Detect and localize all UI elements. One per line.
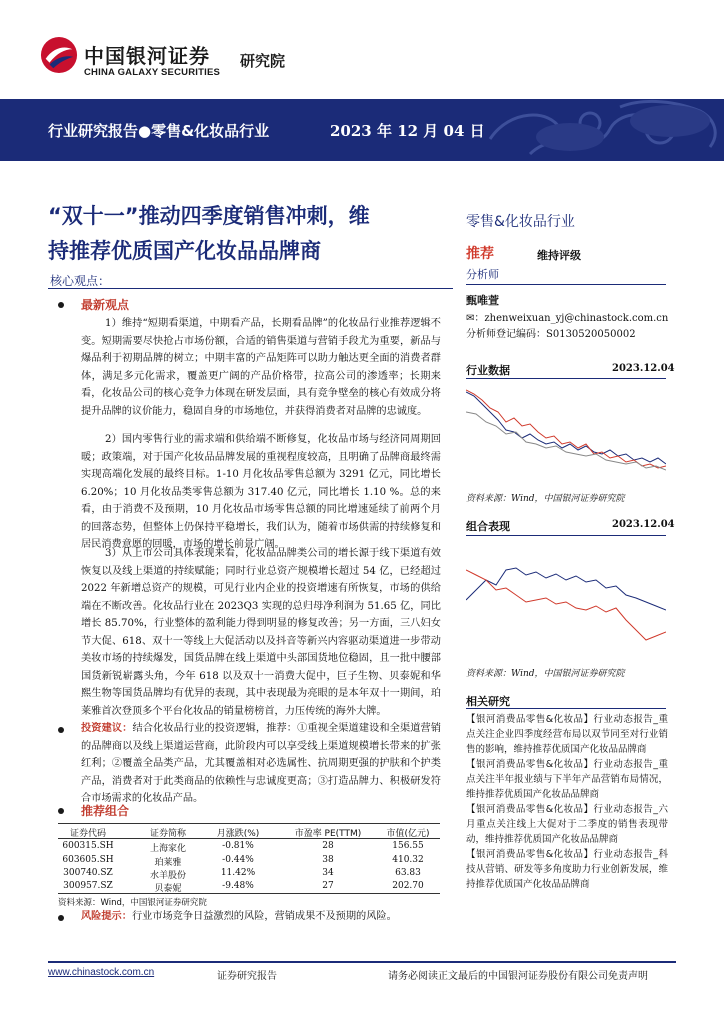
- industry-series-blue: [466, 392, 666, 464]
- title-divider: [48, 288, 453, 289]
- industry-data-divider: [466, 378, 666, 379]
- footer-divider: [48, 961, 676, 963]
- report-date: 2023 年 12 月 04 日: [330, 122, 485, 140]
- analyst-reg-no: 分析师登记编码：S0130520050002: [466, 329, 636, 340]
- related-list: [466, 712, 668, 892]
- industry-data-source: 资料来源：Wind，中国银河证券研究院: [466, 494, 625, 504]
- industry-data-chart: [466, 382, 666, 487]
- related-item[interactable]: 【银河消费品零售&化妆品】行业动态报告_六月重点关注线上大促对于二季度的销售表现带动，维持推荐优质国产化妆品品牌商: [466, 804, 668, 845]
- report-type: 行业研究报告●零售&化妆品行业: [48, 122, 270, 140]
- portfolio-table-header: [58, 823, 440, 839]
- footer-site-link[interactable]: www.chinastock.com.cn: [48, 967, 155, 978]
- title-line-1: “双十一”推动四季度销售冲刺，维: [48, 204, 370, 228]
- related-item[interactable]: 【银河消费品零售&化妆品】行业动态报告_科技从营销、研发等多角度助力行业创新发展，维持推荐优质国产化妆品品牌商: [466, 849, 668, 890]
- col-pe: 市盈率 PE(TTM): [294, 829, 362, 839]
- related-title: 相关研究: [466, 695, 510, 708]
- footer-label: 证券研究报告: [217, 971, 277, 982]
- paragraph-1: 1）维持“短期看渠道，中期看产品，长期看品牌”的化妆品行业推荐逻辑不变。短期需要尽快抢占市场份额，合适的销售渠道与营销手段尤为重要，新品与爆品利于初期品牌的树立；中期丰富的产品矩阵可以助力触达更全面的消费者群体，满足多元化需求，覆盖更广阔的产品价格带，拉高公司的渗透率；长期来看，化妆品公司的核心竞争力体现在研发层面，具有竞争壁垒的核心有效成分将提升品牌的议价能力，稳固自身的市场地位，并获得消费者对品牌的忠诚度。: [81, 318, 441, 417]
- combo-divider: [466, 535, 666, 536]
- paragraph-2: 2）国内零售行业的需求端和供给端不断修复，化妆品市场与经济同周期回暖；政策端，对于国产化妆品品牌发展的重视程度较高，且明确了品牌商最终需实现高端化发展的最终目标。1-10 月化妆品零售总额为 3291 亿元，同比增长 6.20%；10 月化妆品类零售总额为 317.40 亿元，同比增长 1.10 %。总的来看，由于消费不及预期，10 月化妆品市场零售总额的同比增速延续了前两个月的回落态势，但整体上仍保持平稳增长，我们认为，随着市场供需的持续修复和居民消费意愿的回暖，市场的增长前景广阔。: [81, 434, 441, 550]
- related-item[interactable]: 【银河消费品零售&化妆品】行业动态报告_重点关注半年报业绩与下半年产品营销布局情况，维持推荐优质国产化妆品品牌商: [466, 759, 668, 800]
- paragraph-3: 3）从上市公司具体表现来看，化妆品品牌类公司的增长源于线下渠道有效恢复以及线上渠道的持续赋能；同时行业总资产规模增长超过 54 亿，已经超过 2022 年新增总资产的规模，可见行业内企业的投资增速有所恢复，市场的供给端在不断改善。化妆品行业在 2023Q3 实现的总归母净利润为 51.65 亿，同比增长 85.70%，行业整体的盈利能力得到明显的修复改善；另一方面，三八妇女节大促、618、双十一等线上大促活动以及抖音等新兴内容驱动渠道进一步带动美妆市场的持续爆发，国货品牌在线上渠道中头部国货地位稳固，且一批中腰部国货新锐崭露头角，今年 618 以及双十一消费大促中，巨子生物、贝泰妮和华熙生物等国货品牌均有优异的表现，其中表现最为亮眼的是本年双十一期间，珀莱雅首次登顶多个平台化妆品的销量榜榜首，力压传统的海外大牌。: [81, 548, 441, 717]
- table-row: 300957.SZ 贝泰妮 -9.48% 27 202.70: [63, 881, 424, 894]
- invest-advice: [81, 720, 441, 808]
- combo-date: 2023.12.04: [612, 519, 675, 530]
- logo-text-en: CHINA GALAXY SECURITIES: [84, 67, 221, 78]
- galaxy-logo-icon: [40, 36, 78, 74]
- invest-text: 结合化妆品行业的投资逻辑，推荐：①重视全渠道建设和全渠道营销的品牌商以及线上渠道运营商，此阶段内可以享受线上渠道规模增长带来的扩张红利；②覆盖全品类产品，尤其覆盖相对必选属性、抗周期更强的护肤和个护类产品，消费者对于此类商品的依赖性与忠诚度更高；③打造品牌力、积极研发符合市场需求的化妆品产品。: [81, 723, 442, 804]
- bullet-icon: [58, 808, 64, 814]
- table-row: 603605.SH 珀莱雅 -0.44% 38 410.32: [62, 855, 424, 868]
- bullet-icon: [58, 727, 64, 733]
- related-divider: [466, 708, 666, 709]
- risk-note: [81, 908, 441, 926]
- company-logo: [40, 30, 340, 80]
- institute-label: 研究院: [240, 52, 286, 70]
- col-code: 证券代码: [69, 829, 106, 839]
- col-name: 证券简称: [149, 829, 186, 839]
- rating-sub: 维持评级: [537, 249, 581, 262]
- risk-heading: 风险提示：: [81, 911, 132, 922]
- industry-data-date: 2023.12.04: [612, 363, 675, 374]
- industry-series-red: [466, 390, 666, 468]
- rating: 推荐: [466, 246, 494, 262]
- invest-heading: 投资建议：: [81, 723, 133, 734]
- page-title: [48, 199, 448, 269]
- industry-data-title: 行业数据: [466, 364, 510, 377]
- analyst-email[interactable]: ✉：zhenweixuan_yj@chinastock.com.cn: [466, 313, 669, 324]
- logo-text-cn: 中国银河证券: [84, 44, 210, 68]
- col-mcap: 市值(亿元): [386, 829, 430, 839]
- analyst-divider: [466, 284, 666, 285]
- latest-view-heading: 最新观点: [81, 298, 130, 312]
- bullet-icon: [58, 915, 64, 921]
- risk-text: 行业市场竞争日益激烈的风险，营销成果不及预期的风险。: [131, 911, 397, 922]
- combo-series-blue: [466, 568, 666, 610]
- table-source: 资料来源：Wind，中国银河证券研究院: [58, 898, 207, 908]
- header-banner: [0, 99, 724, 161]
- col-change: 月涨跌(%): [216, 829, 260, 839]
- table-row: 300740.SZ 水羊股份 11.42% 34 63.83: [63, 868, 421, 881]
- table-row: 600315.SH 上海家化 -0.81% 28 156.55: [62, 841, 424, 854]
- analyst-label: 分析师: [466, 268, 499, 281]
- analyst-name: 甄唯萱: [466, 294, 499, 307]
- cloud-pattern-icon: [470, 99, 724, 161]
- combo-source: 资料来源：Wind，中国银河证券研究院: [466, 669, 625, 679]
- combo-chart: [466, 540, 666, 660]
- combo-title: 组合表现: [466, 520, 510, 533]
- related-item[interactable]: 【银河消费品零售&化妆品】行业动态报告_重点关注企业四季度经营布局以双节同至对行业销售的影响，维持推荐优质国产化妆品品牌商: [466, 714, 668, 755]
- portfolio-heading: 推荐组合: [81, 804, 130, 818]
- title-line-2: 持推荐优质国产化妆品品牌商: [48, 239, 321, 263]
- core-view-label: 核心观点：: [50, 274, 111, 288]
- footer-disclaimer: 请务必阅读正文最后的中国银河证券股份有限公司免责声明: [388, 971, 648, 982]
- industry-name: 零售&化妆品行业: [466, 214, 575, 230]
- bullet-icon: [58, 302, 64, 308]
- table-bottom-rule: [58, 893, 440, 894]
